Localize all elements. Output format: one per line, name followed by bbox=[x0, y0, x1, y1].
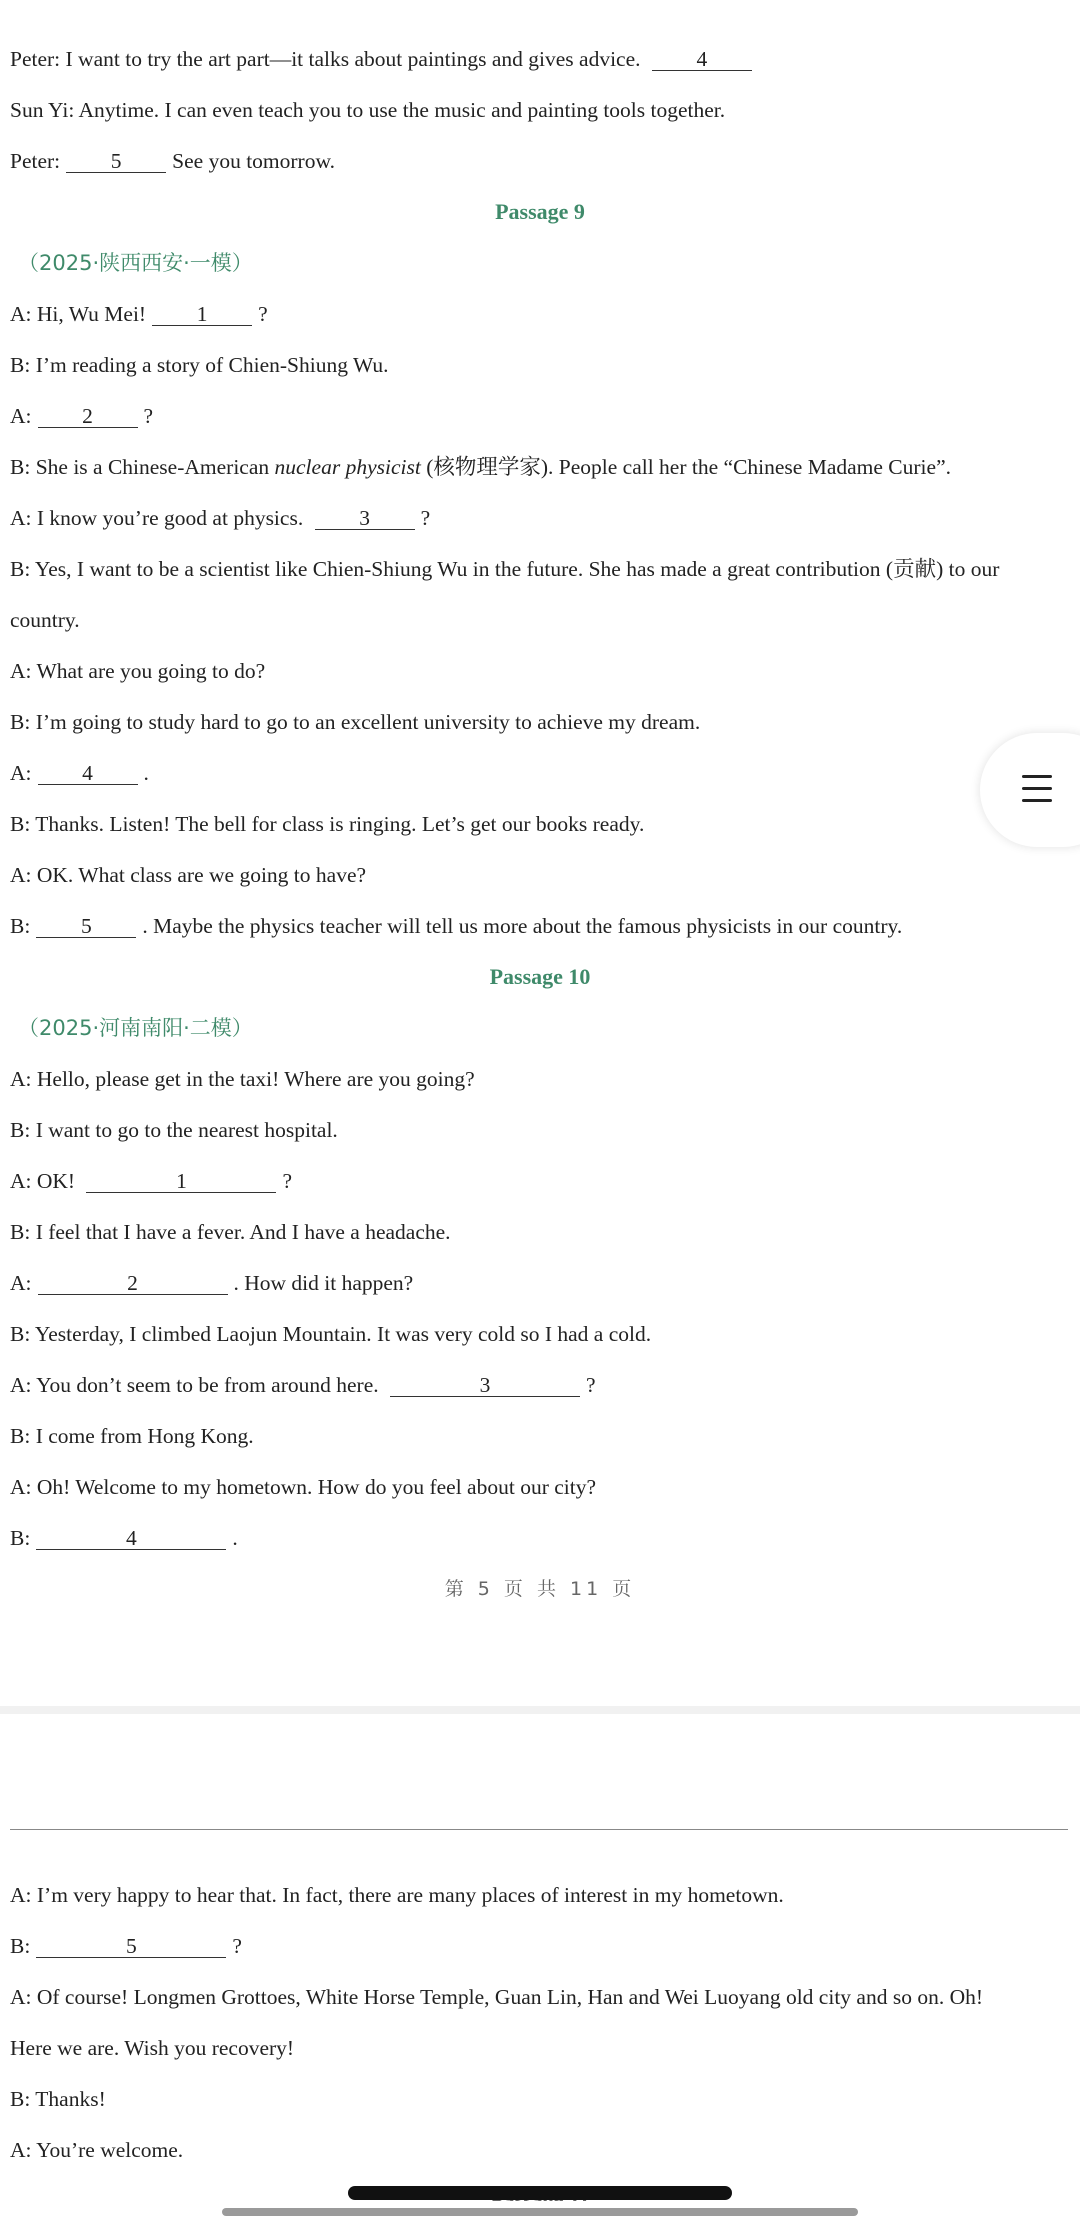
dialogue-line: Here we are. Wish you recovery! bbox=[10, 2036, 295, 2060]
dialogue-line: A: 4 . bbox=[10, 761, 149, 785]
horizontal-scrollbar[interactable] bbox=[222, 2208, 858, 2216]
dialogue-line: A: You don’t seem to be from around here. 3 ? bbox=[10, 1373, 596, 1397]
page-number: 第 5 页 共 11 页 bbox=[444, 1578, 636, 1600]
dialogue-line: A: Hi, Wu Mei! 1 ? bbox=[10, 302, 268, 326]
dialogue-line: B: She is a Chinese-American nuclear physicist (核物理学家). People call her the “Chinese Madame Curie”. bbox=[10, 455, 951, 479]
answer-blank: 5 bbox=[66, 150, 166, 173]
passage-title: Passage 9 bbox=[495, 199, 585, 224]
answer-blank: 2 bbox=[38, 1272, 228, 1295]
answer-blank: 4 bbox=[38, 762, 138, 785]
dialogue-line: B: Thanks! bbox=[10, 2087, 106, 2111]
dialogue-line: B: Thanks. Listen! The bell for class is ringing. Let’s get our books ready. bbox=[10, 812, 645, 836]
answer-blank: 1 bbox=[152, 303, 252, 326]
dialogue-line: B: I feel that I have a fever. And I have a headache. bbox=[10, 1220, 451, 1244]
dialogue-line: country. bbox=[10, 608, 80, 632]
dialogue-line: B: I come from Hong Kong. bbox=[10, 1424, 254, 1448]
answer-blank: 3 bbox=[390, 1374, 580, 1397]
home-indicator[interactable] bbox=[348, 2186, 732, 2200]
passage-source: （2025·河南南阳·二模） bbox=[18, 1016, 253, 1040]
dialogue-line: A: 2 . How did it happen? bbox=[10, 1271, 414, 1295]
dialogue-line: A: You’re welcome. bbox=[10, 2138, 184, 2162]
page-divider bbox=[0, 1706, 1080, 1714]
dialogue-line: B: I’m going to study hard to go to an excellent university to achieve my dream. bbox=[10, 710, 701, 734]
menu-button[interactable] bbox=[980, 733, 1080, 847]
dialogue-line: A: OK. What class are we going to have? bbox=[10, 863, 367, 887]
answer-blank: 1 bbox=[86, 1170, 276, 1193]
dialogue-line: A: Oh! Welcome to my hometown. How do you feel about our city? bbox=[10, 1475, 597, 1499]
dialogue-line: Peter: 5 See you tomorrow. bbox=[10, 149, 335, 173]
passage-title: Passage 10 bbox=[489, 964, 591, 989]
dialogue-line: A: 2 ? bbox=[10, 404, 154, 428]
answer-blank: 3 bbox=[315, 507, 415, 530]
passage-source: （2025·陕西西安·一模） bbox=[18, 251, 253, 275]
dialogue-line: B: 5 . Maybe the physics teacher will tell us more about the famous physicists in our country. bbox=[10, 914, 903, 938]
dialogue-line: A: I’m very happy to hear that. In fact, there are many places of interest in my hometown. bbox=[10, 1883, 784, 1907]
dialogue-line: A: Hello, please get in the taxi! Where are you going? bbox=[10, 1067, 475, 1091]
italic-term: nuclear physicist bbox=[274, 455, 421, 479]
dialogue-line: B: I want to go to the nearest hospital. bbox=[10, 1118, 338, 1142]
dialogue-line: Sun Yi: Anytime. I can even teach you to use the music and painting tools together. bbox=[10, 98, 726, 122]
header-rule bbox=[10, 1829, 1068, 1830]
answer-blank: 4 bbox=[36, 1527, 226, 1550]
hamburger-menu-icon bbox=[1022, 775, 1052, 805]
answer-blank: 5 bbox=[36, 1935, 226, 1958]
dialogue-line: A: Of course! Longmen Grottoes, White Horse Temple, Guan Lin, Han and Wei Luoyang old city and so on. Oh! bbox=[10, 1985, 984, 2009]
dialogue-line: B: 4 . bbox=[10, 1526, 238, 1550]
dialogue-line: B: Yesterday, I climbed Laojun Mountain. It was very cold so I had a cold. bbox=[10, 1322, 652, 1346]
dialogue-line: B: Yes, I want to be a scientist like Chien-Shiung Wu in the future. She has made a great contribution (贡献) to our bbox=[10, 557, 1000, 581]
dialogue-line: B: 5 ? bbox=[10, 1934, 242, 1958]
dialogue-line: A: What are you going to do? bbox=[10, 659, 266, 683]
dialogue-line: A: I know you’re good at physics. 3 ? bbox=[10, 506, 431, 530]
answer-blank: 4 bbox=[652, 48, 752, 71]
answer-blank: 2 bbox=[38, 405, 138, 428]
dialogue-line: Peter: I want to try the art part—it talks about paintings and gives advice. 4 bbox=[10, 44, 758, 74]
dialogue-line: A: OK! 1 ? bbox=[10, 1169, 293, 1193]
dialogue-line: B: I’m reading a story of Chien-Shiung Wu. bbox=[10, 353, 389, 377]
answer-blank: 5 bbox=[36, 915, 136, 938]
